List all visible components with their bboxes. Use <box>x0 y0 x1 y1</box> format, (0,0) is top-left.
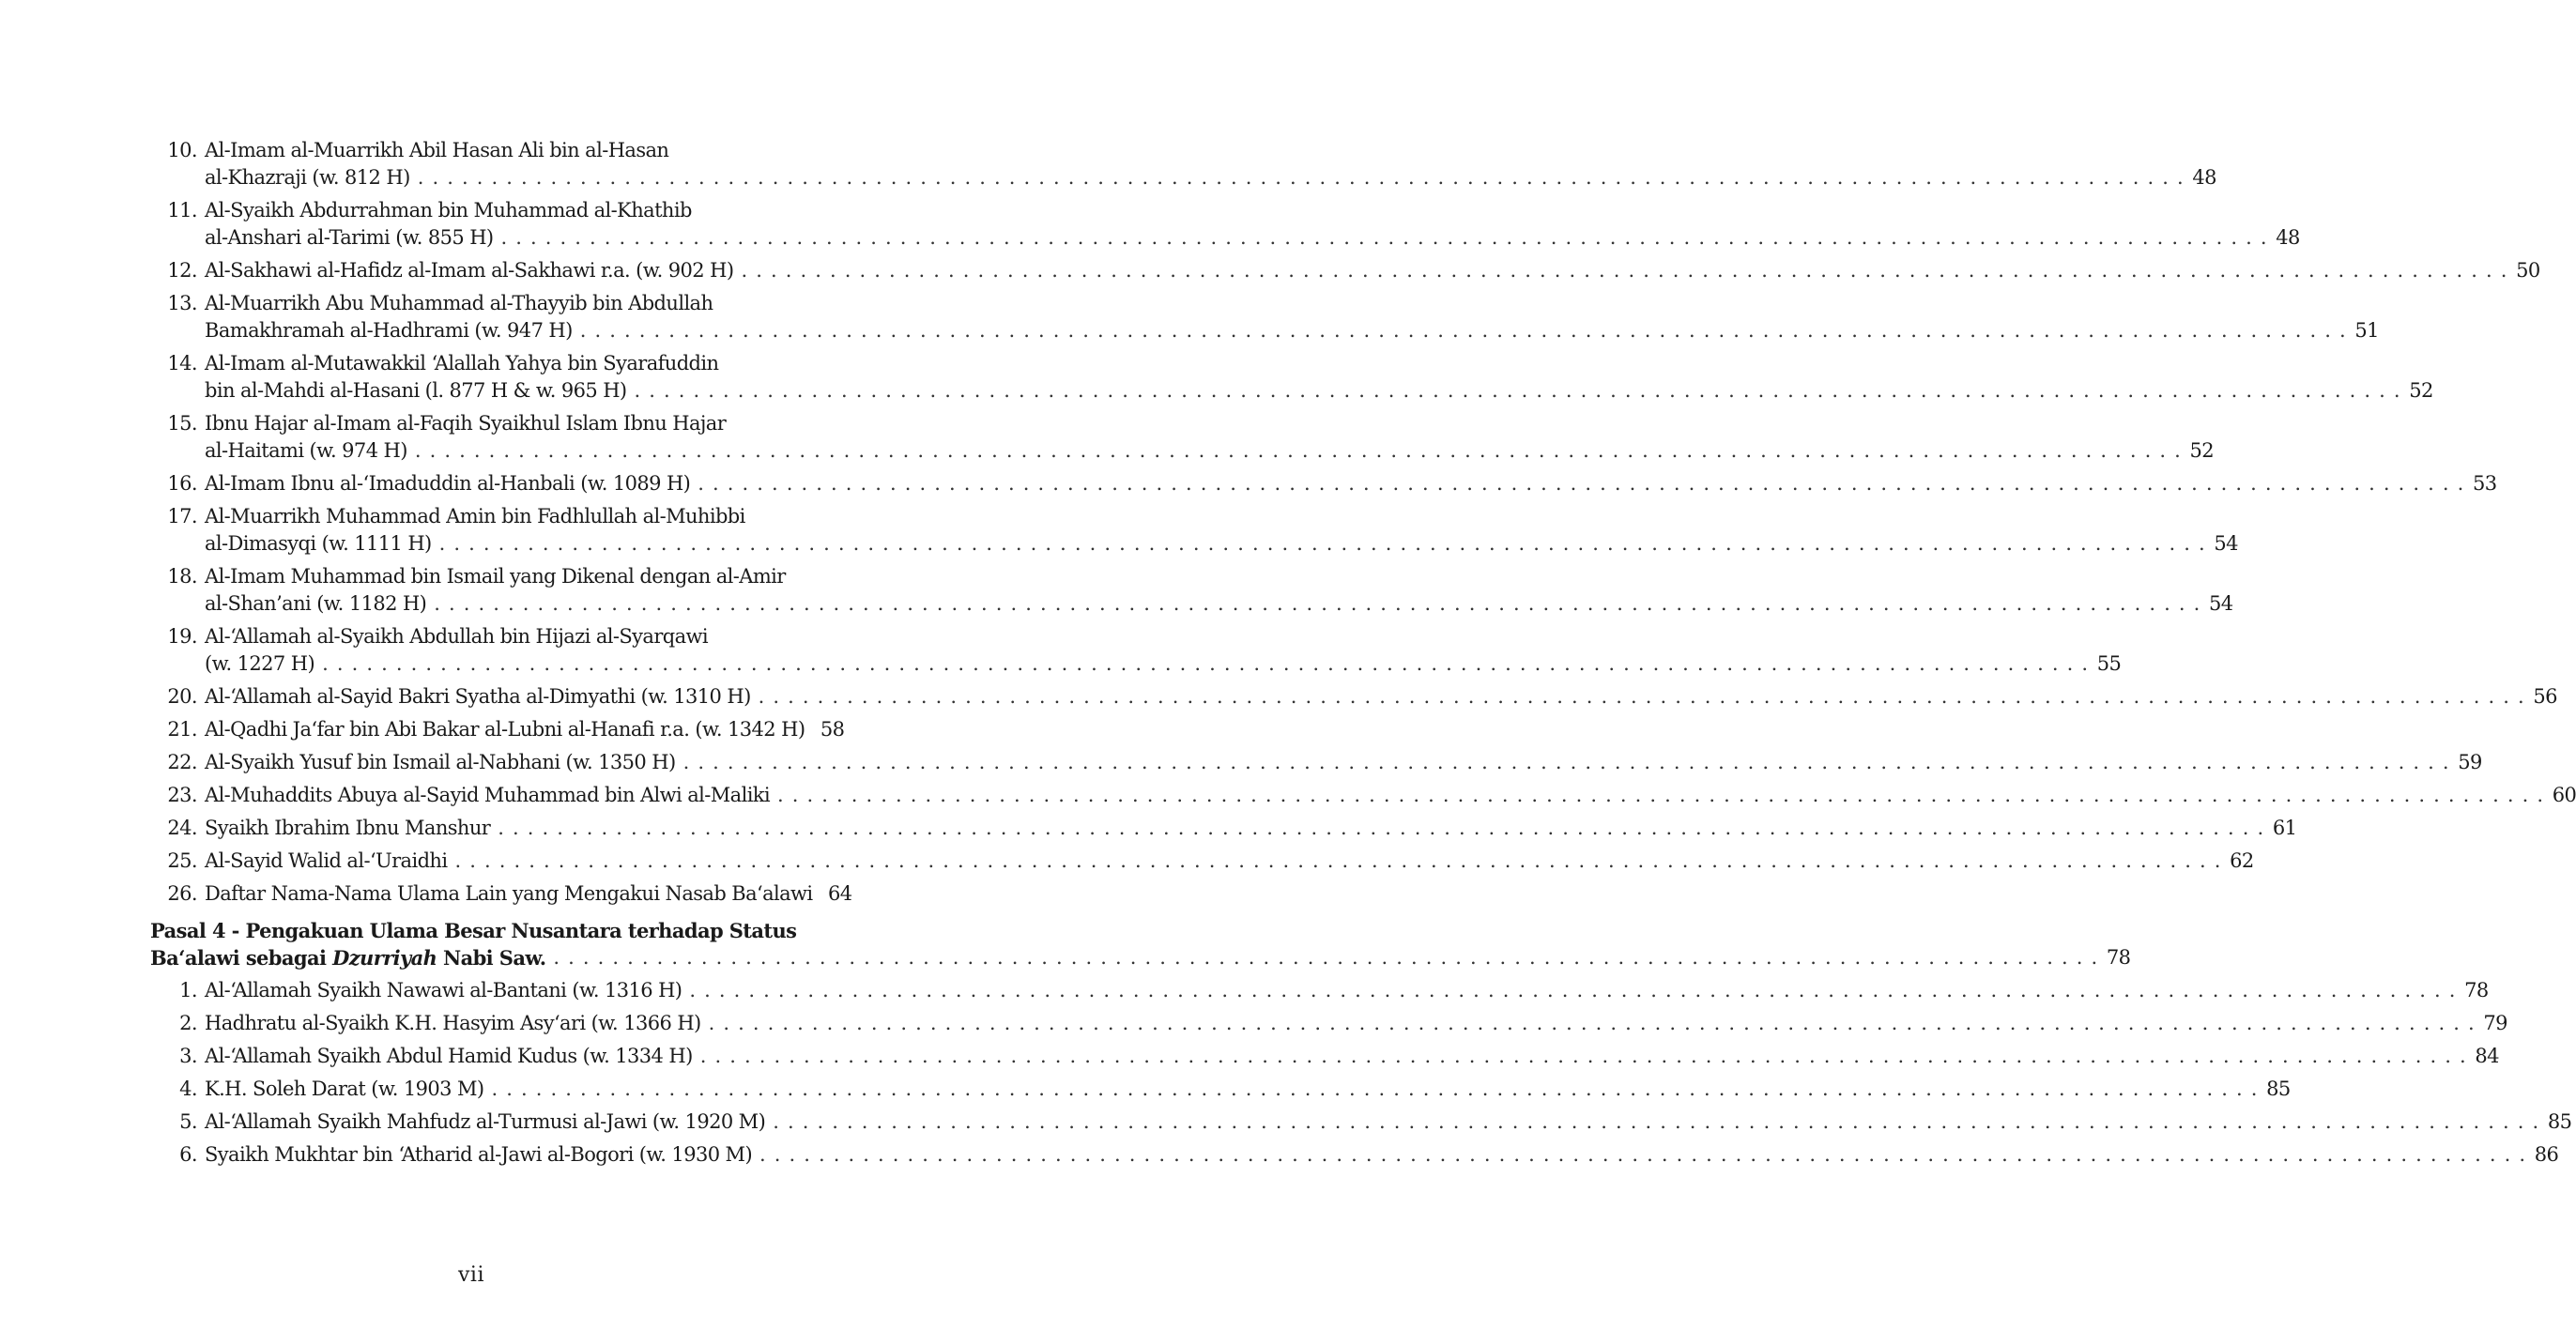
entry-title-line: Al-Muarrikh Muhammad Amin bin Fadhlullah al-Muhibbi <box>205 505 745 527</box>
dot-leader: . . . . . . . . . . . . . . . . . . . . . . . . . . . . . . . . . . . . . . . . . . . . . . . . . . . . . . . . . . . . . . . . . . . . . . . . . . . . . . . . . . . . . . . . . . . . . . . . . . . . . . . . . . . . . . . . . . . . . . . . <box>498 817 2265 839</box>
entry-number: 2. <box>179 1012 197 1034</box>
page-number: 58 <box>820 718 845 741</box>
entry-number: 10. <box>167 139 197 161</box>
entry-number: 6. <box>179 1143 197 1166</box>
dot-leader: . . . . . . . . . . . . . . . . . . . . . . . . . . . . . . . . . . . . . . . . . . . . . . . . . . . . . . . . . . . . . . . . . . . . . . . . . . . . . . . . . . . . . . . . . . . . . . . . . . . . . . . . . . . . . . . . . . . . . . . . <box>773 1110 2540 1133</box>
toc-entry[interactable] <box>150 815 2297 842</box>
entry-title-line: Al-Syaikh Abdurrahman bin Muhammad al-Khathib <box>205 199 692 222</box>
page-number: 84 <box>2475 1045 2499 1067</box>
entry-title-line: Al-‘Allamah al-Syaikh Abdullah bin Hijazi al-Syarqawi <box>205 625 709 648</box>
entry-title-last-line: al-Khazraji (w. 812 H) <box>205 166 410 189</box>
section-title-line-2: Ba‘alawi sebagai Dzurriyah Nabi Saw. <box>150 946 546 970</box>
entry-title-last-line: Al-‘Allamah Syaikh Nawawi al-Bantani (w. 1316 H) <box>205 979 682 1001</box>
page-number: 78 <box>2106 946 2131 969</box>
page-number: 85 <box>2547 1110 2572 1133</box>
entry-title-last-line: Syaikh Ibrahim Ibnu Manshur <box>205 817 491 839</box>
entry-number: 11. <box>167 199 197 222</box>
toc-entry[interactable] <box>150 257 2540 284</box>
page-number: 48 <box>2192 166 2216 189</box>
page-number: 62 <box>2230 849 2254 872</box>
section-title-line-1: Pasal 4 - Pengakuan Ulama Besar Nusantara terhadap Status <box>150 919 797 942</box>
entry-title-last-line: K.H. Soleh Darat (w. 1903 M) <box>205 1078 484 1100</box>
page-number: 56 <box>2533 685 2557 708</box>
toc-entry[interactable] <box>150 623 2122 678</box>
entry-title-last-line: Hadhratu al-Syaikh K.H. Hasyim Asy‘ari (w. 1366 H) <box>205 1012 701 1034</box>
toc-entry[interactable] <box>150 977 2489 1004</box>
entry-number: 26. <box>167 882 197 905</box>
page-number: 52 <box>2189 439 2215 462</box>
entry-title-last-line: (w. 1227 H) <box>205 652 315 675</box>
entry-number: 25. <box>167 849 197 872</box>
entry-title-last-line: al-Anshari al-Tarimi (w. 855 H) <box>205 226 494 249</box>
entry-title-line: Ibnu Hajar al-Imam al-Faqih Syaikhul Islam Ibnu Hajar <box>205 412 727 435</box>
entry-number: 20. <box>167 685 197 708</box>
entry-title-last-line: Al-Muhaddits Abuya al-Sayid Muhammad bin Alwi al-Maliki <box>205 784 771 806</box>
dot-leader: . . . . . . . . . . . . . . . . . . . . . . . . . . . . . . . . . . . . . . . . . . . . . . . . . . . . . . . . . . . . . . . . . . . . . . . . . . . . . . . . . . . . . . . . . . . . . . . . . . . . . . . . . . . . . . . . . . . . . . . . <box>438 532 2206 555</box>
entry-title-line: Al-Imam al-Mutawakkil ‘Alallah Yahya bin Syarafuddin <box>205 352 719 375</box>
dot-leader: . . . . . . . . . . . . . . . . . . . . . . . . . . . . . . . . . . . . . . . . . . . . . . . . . . . . . . . . . . . . . . . . . . . . . . . . . . . . . . . . . . . . . . . . . . . . . . . . . . . . . . . . . <box>553 946 2099 969</box>
entry-title-last-line: Al-‘Allamah al-Sayid Bakri Syatha al-Dimyathi (w. 1310 H) <box>205 685 751 708</box>
page-number: 61 <box>2272 817 2297 839</box>
toc-group-pasal-4-items <box>150 977 2572 1169</box>
page-number: 54 <box>2208 592 2233 615</box>
entry-number: 1. <box>179 979 197 1001</box>
page-number: 78 <box>2464 979 2489 1001</box>
dot-leader: . . . . . . . . . . . . . . . . . . . . . . . . . . . . . . . . . . . . . . . . . . . . . . . . . . . . . . . . . . . . . . . . . . . . . . . . . . . . . . . . . . . . . . . . . . . . . . . . . . . . . . . . . . . . . . . . . . . . . . . . <box>698 472 2465 495</box>
entry-number: 14. <box>167 352 197 375</box>
toc-entry[interactable] <box>150 1141 2559 1169</box>
page-number: 86 <box>2534 1143 2559 1166</box>
toc-entry[interactable] <box>150 749 2482 776</box>
entry-title-last-line: bin al-Mahdi al-Hasani (l. 877 H & w. 965 H) <box>205 379 627 402</box>
page-number: 59 <box>2458 751 2482 773</box>
page-number: 64 <box>828 882 852 905</box>
entry-title-last-line: al-Dimasyqi (w. 1111 H) <box>205 532 432 555</box>
toc-entry[interactable] <box>150 350 2433 405</box>
dot-leader: . . . . . . . . . . . . . . . . . . . . . . . . . . . . . . . . . . . . . . . . . . . . . . . . . . . . . . . . . . . . . . . . . . . . . . . . . . . . . . . . . . . . . . . . . . . . . . . . . . . . . . . . . . . . . . . . . . . . . . . . <box>708 1012 2476 1034</box>
entry-title-last-line: al-Haitami (w. 974 H) <box>205 439 407 462</box>
toc-entry[interactable] <box>150 290 2379 344</box>
entry-number: 15. <box>167 412 197 435</box>
dot-leader: . . . . . . . . . . . . . . . . . . . . . . . . . . . . . . . . . . . . . . . . . . . . . . . . . . . . . . . . . . . . . . . . . . . . . . . . . . . . . . . . . . . . . . . . . . . . . . . . . . . . . . . . . . . . . . . . . . . . . . . . <box>777 784 2545 806</box>
toc-entry[interactable] <box>150 563 2233 618</box>
page-number: 60 <box>2552 784 2576 806</box>
entry-number: 24. <box>167 817 197 839</box>
entry-title-last-line: Syaikh Mukhtar bin ‘Atharid al-Jawi al-Bogori (w. 1930 M) <box>205 1143 753 1166</box>
entry-number: 17. <box>167 505 197 527</box>
entry-title-line: Al-Muarrikh Abu Muhammad al-Thayyib bin Abdullah <box>205 292 713 314</box>
table-of-contents <box>150 137 2576 1174</box>
dot-leader: . . . . . . . . . . . . . . . . . . . . . . . . . . . . . . . . . . . . . . . . . . . . . . . . . . . . . . . . . . . . . . . . . . . . . . . . . . . . . . . . . . . . . . . . . . . . . . . . . . . . . . . . . . . . . . . . . . . . . . . . <box>699 1045 2467 1067</box>
entry-number: 22. <box>167 751 197 773</box>
entry-number: 13. <box>167 292 197 314</box>
entry-number: 23. <box>167 784 197 806</box>
page-number: 53 <box>2472 472 2497 495</box>
page-number: 50 <box>2516 259 2540 282</box>
dot-leader: . . . . . . . . . . . . . . . . . . . . . . . . . . . . . . . . . . . . . . . . . . . . . . . . . . . . . . . . . . . . . . . . . . . . . . . . . . . . . . . . . . . . . . . . . . . . . . . . . . . . . . . . . . . . . . . . . . . . . . . . <box>434 592 2201 615</box>
toc-group-chapter-3-items <box>150 137 2576 908</box>
toc-entry[interactable] <box>150 683 2557 711</box>
entry-number: 4. <box>179 1078 197 1100</box>
entry-number: 19. <box>167 625 197 648</box>
page-number: 48 <box>2276 226 2300 249</box>
dot-leader: . . . . . . . . . . . . . . . . . . . . . . . . . . . . . . . . . . . . . . . . . . . . . . . . . . . . . . . . . . . . . . . . . . . . . . . . . . . . . . . . . . . . . . . . . . . . . . . . . . . . . . . . . . . . . . . . . . . . . . . . <box>741 259 2508 282</box>
toc-entry[interactable] <box>150 410 2215 465</box>
page-number: 79 <box>2483 1012 2507 1034</box>
entry-title-last-line: Bamakhramah al-Hadhrami (w. 947 H) <box>205 319 573 342</box>
entry-number: 16. <box>167 472 197 495</box>
entry-title-last-line: Daftar Nama-Nama Ulama Lain yang Mengakui Nasab Ba‘alawi <box>205 882 813 905</box>
entry-title-line: Al-Imam al-Muarrikh Abil Hasan Ali bin al-Hasan <box>205 139 669 161</box>
entry-title-last-line: Al-Qadhi Ja‘far bin Abi Bakar al-Lubni al-Hanafi r.a. (w. 1342 H) <box>205 718 805 741</box>
toc-entry[interactable] <box>150 848 2254 875</box>
entry-title-line: Al-Imam Muhammad bin Ismail yang Dikenal dengan al-Amir <box>205 565 786 588</box>
toc-entry[interactable] <box>150 197 2300 252</box>
dot-leader: . . . . . . . . . . . . . . . . . . . . . . . . . . . . . . . . . . . . . . . . . . . . . . . . . . . . . . . . . . . . . . . . . . . . . . . . . . . . . . . . . . . . . . . . . . . . . . . . . . . . . . . . . . . . . . . . . . . . . . . . <box>634 379 2401 402</box>
dot-leader: . . . . . . . . . . . . . . . . . . . . . . . . . . . . . . . . . . . . . . . . . . . . . . . . . . . . . . . . . . . . . . . . . . . . . . . . . . . . . . . . . . . . . . . . . . . . . . . . . . . . . . . . . . . . . . . . . . . . . . . . <box>454 849 2222 872</box>
page-number: 54 <box>2214 532 2238 555</box>
entry-title-last-line: Al-Sayid Walid al-‘Uraidhi <box>205 849 448 872</box>
toc-entry[interactable] <box>150 880 852 908</box>
dot-leader: . . . . . . . . . . . . . . . . . . . . . . . . . . . . . . . . . . . . . . . . . . . . . . . . . . . . . . . . . . . . . . . . . . . . . . . . . . . . . . . . . . . . . . . . . . . . . . . . . . . . . . . . . . . . . . . . . . . . . . . . <box>414 439 2183 462</box>
dot-leader: . . . . . . . . . . . . . . . . . . . . . . . . . . . . . . . . . . . . . . . . . . . . . . . . . . . . . . . . . . . . . . . . . . . . . . . . . . . . . . . . . . . . . . . . . . . . . . . . . . . . . . . . . . . . . . . . . . . . . . . . <box>417 166 2185 189</box>
dot-leader: . . . . . . . . . . . . . . . . . . . . . . . . . . . . . . . . . . . . . . . . . . . . . . . . . . . . . . . . . . . . . . . . . . . . . . . . . . . . . . . . . . . . . . . . . . . . . . . . . . . . . . . . . . . . . . . . . . . . . . . . <box>758 685 2525 708</box>
dot-leader: . . . . . . . . . . . . . . . . . . . . . . . . . . . . . . . . . . . . . . . . . . . . . . . . . . . . . . . . . . . . . . . . . . . . . . . . . . . . . . . . . . . . . . . . . . . . . . . . . . . . . . . . . . . . . . . . . . . . . . . . <box>759 1143 2527 1166</box>
entry-title-last-line: Al-‘Allamah Syaikh Abdul Hamid Kudus (w. 1334 H) <box>205 1045 693 1067</box>
entry-number: 12. <box>167 259 197 282</box>
entry-title-last-line: Al-Sakhawi al-Hafidz al-Imam al-Sakhawi r.a. (w. 902 H) <box>205 259 734 282</box>
entry-title-last-line: Al-Syaikh Yusuf bin Ismail al-Nabhani (w. 1350 H) <box>205 751 676 773</box>
toc-section-pasal-4[interactable] <box>150 917 2131 971</box>
toc-entry[interactable] <box>150 1076 2291 1103</box>
entry-title-last-line: Al-‘Allamah Syaikh Mahfudz al-Turmusi al-Jawi (w. 1920 M) <box>205 1110 766 1133</box>
entry-title-last-line: al-Shan’ani (w. 1182 H) <box>205 592 427 615</box>
page-number: 52 <box>2409 379 2433 402</box>
page-number: 51 <box>2354 319 2379 342</box>
dot-leader: . . . . . . . . . . . . . . . . . . . . . . . . . . . . . . . . . . . . . . . . . . . . . . . . . . . . . . . . . . . . . . . . . . . . . . . . . . . . . . . . . . . . . . . . . . . . . . . . . . . . . . . . . . . . . . . . . . . . . . . . <box>682 751 2450 773</box>
dot-leader: . . . . . . . . . . . . . . . . . . . . . . . . . . . . . . . . . . . . . . . . . . . . . . . . . . . . . . . . . . . . . . . . . . . . . . . . . . . . . . . . . . . . . . . . . . . . . . . . . . . . . . . . . . . . . . . . . . . . . . . . <box>500 226 2268 249</box>
toc-entry[interactable] <box>150 470 2497 497</box>
toc-entry[interactable] <box>150 716 845 743</box>
toc-entry[interactable] <box>150 782 2576 809</box>
entry-number: 5. <box>179 1110 197 1133</box>
dot-leader: . . . . . . . . . . . . . . . . . . . . . . . . . . . . . . . . . . . . . . . . . . . . . . . . . . . . . . . . . . . . . . . . . . . . . . . . . . . . . . . . . . . . . . . . . . . . . . . . . . . . . . . . . . . . . . . . . . . . . . . . <box>322 652 2090 675</box>
toc-entry[interactable] <box>150 1108 2572 1136</box>
page-folio: vii <box>457 1263 484 1287</box>
entry-number: 21. <box>167 718 197 741</box>
entry-number: 3. <box>179 1045 197 1067</box>
dot-leader: . . . . . . . . . . . . . . . . . . . . . . . . . . . . . . . . . . . . . . . . . . . . . . . . . . . . . . . . . . . . . . . . . . . . . . . . . . . . . . . . . . . . . . . . . . . . . . . . . . . . . . . . . . . . . . . . . . . . . . . . <box>689 979 2457 1001</box>
toc-entry[interactable] <box>150 137 2216 191</box>
toc-entry[interactable] <box>150 503 2238 558</box>
toc-entry[interactable] <box>150 1010 2507 1037</box>
entry-title-last-line: Al-Imam Ibnu al-‘Imaduddin al-Hanbali (w. 1089 H) <box>205 472 691 495</box>
dot-leader: . . . . . . . . . . . . . . . . . . . . . . . . . . . . . . . . . . . . . . . . . . . . . . . . . . . . . . . . . . . . . . . . . . . . . . . . . . . . . . . . . . . . . . . . . . . . . . . . . . . . . . . . . . . . . . . . . . . . . . . . <box>491 1078 2259 1100</box>
page-number: 55 <box>2096 652 2122 675</box>
toc-entry[interactable] <box>150 1043 2499 1070</box>
entry-number: 18. <box>167 565 197 588</box>
dot-leader: . . . . . . . . . . . . . . . . . . . . . . . . . . . . . . . . . . . . . . . . . . . . . . . . . . . . . . . . . . . . . . . . . . . . . . . . . . . . . . . . . . . . . . . . . . . . . . . . . . . . . . . . . . . . . . . . . . . . . . . . <box>579 319 2347 342</box>
page-number: 85 <box>2266 1078 2291 1100</box>
